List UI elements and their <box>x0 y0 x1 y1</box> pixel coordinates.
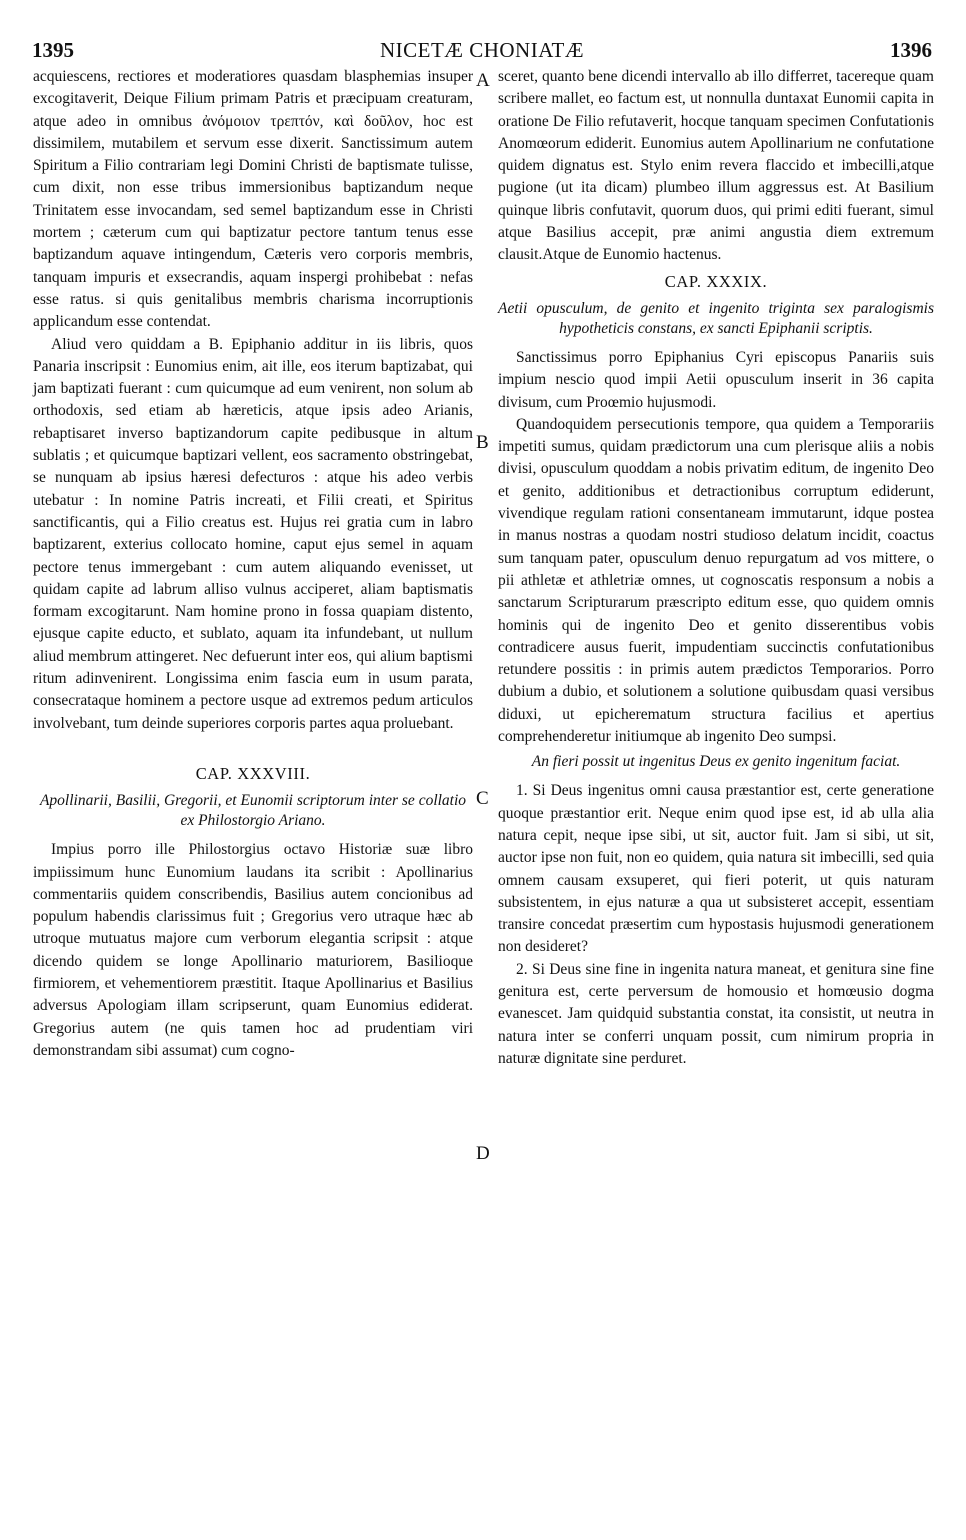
page-header <box>32 38 932 64</box>
left-paragraph-1: acquiescens, rectiores et moderatiores quasdam blasphemias insuper excogitaverit, Deique Filium primam Patris et præcipuam creaturam, atque adeo in omnibus ἀνόμοιον τρεπτόν, καὶ δοῦλον, hoc est dissimilem, mutabilem et servum esse dixerit. Sanctissimum autem Spiritum a Filio contrariam legi Domini Christi de baptismate tulisse, cum dixit, non esse tribus immersionibus baptizandum neque Trinitatem esse invocandam, sed semel baptizandum esse in Christi mortem ; cæterum cum qui baptizatur pectore tantum tenus esse baptizandum aquave intingendum, Cæteris vero corporis membris, tanquam impuris et exsecrandis, aquam inspergi prohibebat : nefas esse ratus. si quis genitalibus membris charisma incorruptionis applicandum esse contendat. <box>33 68 473 331</box>
left-paragraph-2: Aliud vero quiddam a B. Epiphanio additur in iis libris, quos Panaria inscripsit : Eunomius enim, ait ille, eos iterum baptizabat, qui jam baptizati fuerant : cum quicumque ad eum venirent, non solum ab orthodoxis, sed etiam ab hæreticis, atque ipsis adeo Arianis, rebaptisaret inverso baptizandorum capite pedibusque in altum sublatis ; et quicumque baptizari vellent, eos sacramento obstringebat, se nunquam ab ipsius hæresi defecturos : atque his adeo verbis utebatur : In nomine Patris increati, et Filii creati, et Spiritus sanctificantis, qui a Filio creatus est. Hujus rei gratia cum in labro baptizarent, exterius collocato homine, caput ejus semel in aquam pectore tenus immergebant : cum autem aliquando evenisset, ut quidam capite ad labrum alliso vulnus acciperet, aliam baptismatis formam excogitarunt. Nam homine prono in fossa quapiam distento, ejusque capite educto, et sublato, aquam ita infundebant, ut nullum aliud membrum attingeret. Nec defuerunt inter eos, qui alium baptismi ritum adinvenirent. Longissima enim fascia eum in usum parata, consecrataque hominem a pectore usque ad extremos pedum articulos involvebant, tum deinde superiores corporis partes aqua proluebant. <box>33 335 473 732</box>
running-title: NICETÆ CHONIATÆ <box>379 38 585 62</box>
margin-letter-d: D <box>476 1143 490 1164</box>
right-column <box>498 66 934 1070</box>
right-paragraph-1: sceret, quanto bene dicendi intervallo ab illo differret, tacereque quam scribere mallet, eo factum est, ut nonnulla duntaxat Eunomii capita in oratione De Filio refutaverit, hocque tanquam specimen Confutationis Anomœorum ediderit. Eunomius autem Apollinarium ne confutatione quidem dignatus est. Stylo enim revera flaccido et imbecilli,atque pugione (ut ita dicam) plumbeo illum aggressus est. At Basilium quinque libris confutavit, quorum duos, qui primi editi fuerant, simul atque Basilius accepit, præ animi angustia diem extremum clausit.Atque de Eunomio hactenus. <box>498 68 934 264</box>
section-subheading: An fieri possit ut ingenitus Deus ex genito ingenitum faciat. <box>531 753 901 771</box>
left-paragraph-3: Impius porro ille Philostorgius octavo Historiæ suæ libro impiissimum hunc Eunomium laudans ita scribit : Apollinarius commentariis quidem conscribendis, Basilius autem concionibus ad populum habendis clarissimus fuit ; Gregorius vero utraque hæc ab utroque mutuatus majore cum verborum elegantia scripsit : atque dicendo quidem se longe Apollinario maturiorem, Basilioque firmiorem, et vehementiorem præstitit. Itaque Apollinarius et Basilius adversus Apologiam illam scripserunt, quam Eunomius ediderat. Gregorius autem (ne quis tamen hoc ad prudentiam viri demonstrandam sibi assumat) cum cogno- <box>33 841 473 1059</box>
right-paragraph-2: Sanctissimus porro Epiphanius Cyri episcopus Panariis suis impium nescio quod impii Aetii opusculum inserit in 36 capita divisum, cum Proœmio hujusmodi. <box>498 348 934 411</box>
left-column <box>33 66 473 1062</box>
chapter-summary-39: Aetii opusculum, de genito et ingenito triginta sex paralogismis hypotheticis constans, ex sancti Epiphanii scriptis. <box>498 299 934 337</box>
margin-letter-a: A <box>476 70 490 91</box>
chapter-summary-38: Apollinarii, Basilii, Gregorii, et Eunomii scriptorum inter se collatio ex Philostorgio Ariano. <box>39 792 467 830</box>
chapter-heading-39: CAP. XXXIX. <box>664 271 768 291</box>
margin-letter-c: C <box>476 788 489 809</box>
right-paragraph-4: 1. Si Deus ingenitus omni causa præstantior est, certe generatione quoque præstantior erit. Neque enim quod ipse est, id ab ulla alia natura cepit, neque ipse sibi, ut sit, auctor fuit. Jam si sibi, ut sit, auctor ipse non fuit, non eo quidem, quia natura sit imbecilli, sed quia omnem causam exsuperet, qui fieri poterit, ut quis naturam subsistentem, in ejus naturæ a qua ut subsisteret accepit, essentiam transire concedat præsertim cum hypostasis hujusmodi generationem non desideret? <box>498 782 934 956</box>
chapter-heading-38: CAP. XXXVIII. <box>195 763 311 783</box>
right-paragraph-3: Quandoquidem persecutionis tempore, qua quidem a Temporariis impetiti sumus, quidam prædictorum una cum plerisque aliis a nobis divisi, opusculum quoddam a nobis privatim editum, de ingenito Deo et genito, additionibus et detractionibus corruptum ediderunt, vivendique regulam rationi consentaneam immutarunt, idque postea in manus nostras a quodam nostri studioso delatum incidit, coactus sum tanquam pater, opusculum denuo repurgatum ad vos mittere, o pii athletæ et athletriæ omnes, ut cognoscatis responsum a nobis a sanctarum Scripturarum præscripto editum esse, quo quidem omnis hominis qui de ingenito Deo et genito disserentibus vobis contradicere ausus fuerit, impudentiam succinctis confutationibus retundere possitis : in primis autem prædictos Temporarios. Porro dubium a dubio, et solutionem a solutione quibusdam quasi versibus diduxi, ut epicherematum structura facilius et apertius comprehenderetur initiumque ab ingenito Deo sumpsi. <box>498 415 934 746</box>
right-paragraph-5: 2. Si Deus sine fine in ingenita natura maneat, et genitura sine fine genitura est, certe perversum de homousio et homœusio dogma evanescet. Jam quidquid substantia constat, ita consistit, ut neutra in natura inter se conferri unquam possit, cum nimirum propria in naturæ dignitate sine perduret. <box>498 960 934 1067</box>
page-number-right: 1396 <box>890 38 932 62</box>
page-number-left: 1395 <box>32 38 74 62</box>
margin-letter-b: B <box>476 432 489 453</box>
